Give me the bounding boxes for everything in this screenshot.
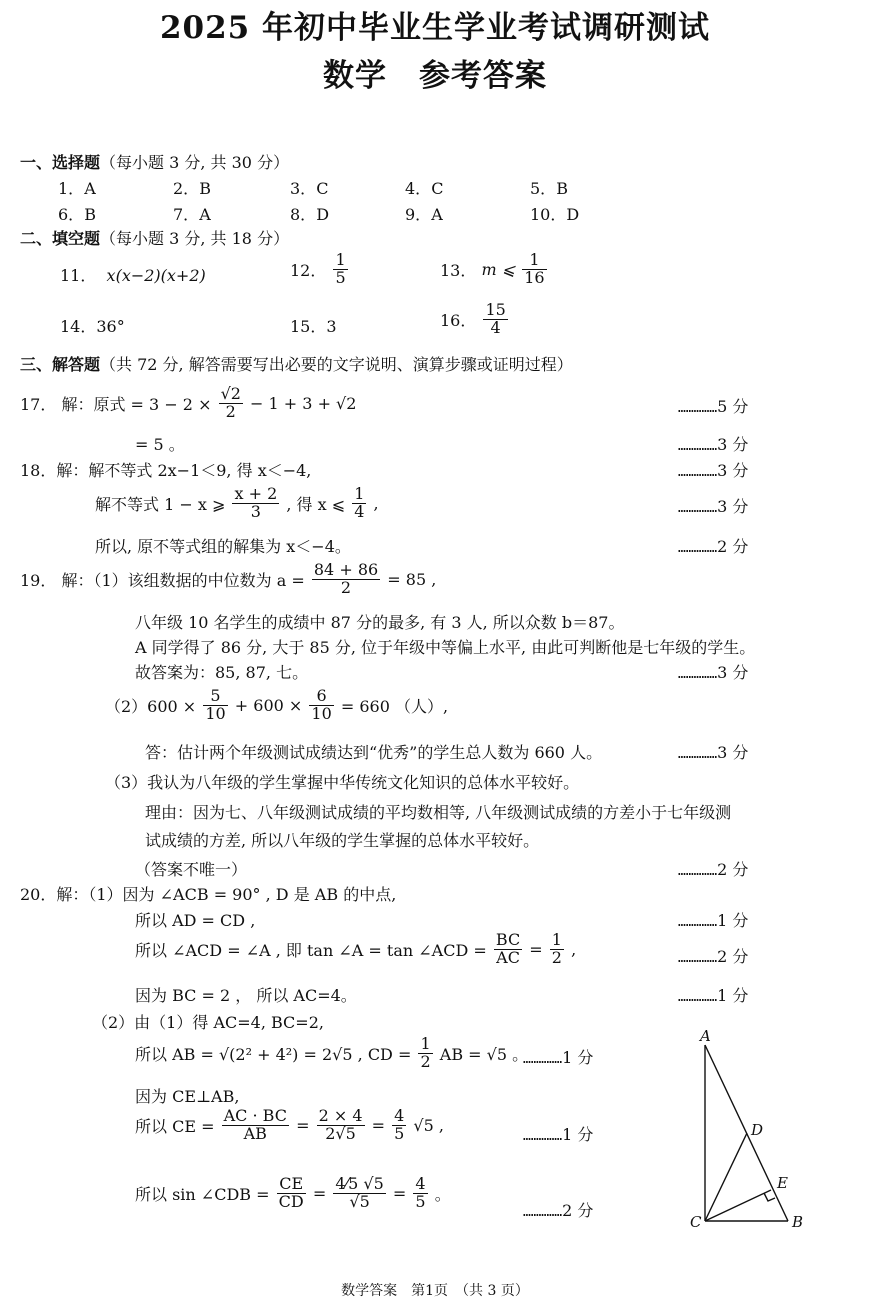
label-c: C — [690, 1213, 702, 1231]
q20-part2: （2）由（1）得 AC=4, BC=2, — [92, 1013, 324, 1032]
choice-answer: 6．B — [58, 205, 96, 224]
q20-part2-line2: 因为 CE⊥AB, — [135, 1087, 240, 1106]
score-q20-6: ……………2 分 — [523, 1201, 594, 1220]
q18-line3: 所以, 原不等式组的解集为 x＜−4。 — [95, 537, 351, 556]
segment-cd — [705, 1133, 747, 1221]
section-note: （每小题 3 分, 共 30 分） — [100, 153, 290, 172]
fill-q12: 12． $\frac{1}{5}$ — [290, 250, 346, 287]
triangle-figure — [680, 1025, 820, 1240]
fill-q11: 11． x(x−2)(x+2) — [60, 266, 206, 285]
page-footer: 数学答案 第1页 （共 3 页） — [341, 1283, 529, 1299]
fill-q14: 14．36° — [60, 317, 125, 336]
label-b: B — [792, 1213, 804, 1231]
q17-line1: 17． 解：原式 = 3 − 2 × $\frac{√2}{2}$ − 1 + 3 + √2 — [20, 384, 357, 421]
segment-ce — [705, 1190, 771, 1221]
choice-answer: 5．B — [530, 179, 568, 198]
section-label: 三、解答题 — [20, 355, 101, 374]
fill-q13: 13． m ⩽ $\frac{1}{16}$ — [440, 250, 545, 287]
label-a: A — [700, 1027, 711, 1045]
section-choice-heading — [20, 150, 289, 173]
choice-answer: 2．B — [173, 179, 211, 198]
choice-answer: 10．D — [530, 205, 580, 224]
page-subtitle: 数学 参考答案 — [323, 58, 547, 94]
label-d: D — [751, 1121, 764, 1139]
score-q20-1: ……………1 分 — [678, 911, 749, 930]
q19-part3-reason1: 理由：因为七、八年级测试成绩的平均数相等, 八年级测试成绩的方差小于七年级测 — [145, 803, 732, 822]
section-fill-heading — [20, 226, 289, 249]
score-q19-3: ……………2 分 — [678, 860, 749, 879]
choice-answer: 3．C — [290, 179, 329, 198]
q18-line2: 解不等式 1 − x ⩾ $\frac{x + 2}{3}$ , 得 x ⩽ $\frac{1}{4}$ , — [95, 484, 379, 521]
q19-line3: A 同学得了 86 分, 大于 85 分, 位于年级中等偏上水平, 由此可判断他是七年级的学生。 — [135, 638, 756, 657]
right-angle-mark — [764, 1193, 775, 1201]
q20-line2: 所以 AD = CD , — [135, 911, 256, 930]
score-q18-3: ……………2 分 — [678, 537, 749, 556]
q20-part2-line4: 所以 sin ∠CDB = $\frac{CE}{CD}$ = $\frac{4⁄5 √5}{√5}$ = $\frac{4}{5}$ 。 — [135, 1174, 451, 1211]
section-label: 二、填空题 — [20, 229, 101, 248]
score-q20-4: ……………1 分 — [523, 1048, 594, 1067]
score-q19-1: ……………3 分 — [678, 663, 749, 682]
choice-answer: 9．A — [405, 205, 443, 224]
section-note: （每小题 3 分, 共 18 分） — [100, 229, 290, 248]
q20-line4: 因为 BC = 2 ， 所以 AC=4。 — [135, 986, 357, 1005]
label-e: E — [777, 1174, 788, 1192]
fill-q15: 15．3 — [290, 317, 337, 336]
q19-line1: 19． 解：（1）该组数据的中位数为 a = $\frac{84 + 86}{2}$ = 85 , — [20, 560, 437, 597]
section-note: （共 72 分, 解答需要写出必要的文字说明、演算步骤或证明过程） — [100, 355, 573, 374]
q19-part3-reason2: 试成绩的方差, 所以八年级的学生掌握的总体水平较好。 — [145, 831, 540, 850]
q20-line1: 20．解：（1）因为 ∠ACB = 90° , D 是 AB 的中点, — [20, 885, 397, 904]
score-q20-2: ……………2 分 — [678, 947, 749, 966]
q20-part2-line3: 所以 CE = $\frac{AC \cdot BC}{AB}$ = $\frac{2 \times 4}{2√5}$ = $\frac{4}{5}$ √5 , — [135, 1106, 444, 1143]
q19-part3-note: （答案不唯一） — [135, 860, 248, 879]
section-label: 一、选择题 — [20, 153, 101, 172]
choice-answer: 4．C — [405, 179, 444, 198]
score-q18-1: ……………3 分 — [678, 461, 749, 480]
score-q18-2: ……………3 分 — [678, 497, 749, 516]
choice-answer: 1．A — [58, 179, 96, 198]
choice-answer: 7．A — [173, 205, 211, 224]
q19-line2: 八年级 10 名学生的成绩中 87 分的最多, 有 3 人, 所以众数 b＝87。 — [135, 613, 625, 632]
section-solution-heading — [20, 352, 573, 375]
score-q17-1: ……………5 分 — [678, 397, 749, 416]
score-q20-5: ……………1 分 — [523, 1125, 594, 1144]
q20-line3: 所以 ∠ACD = ∠A , 即 tan ∠A = tan ∠ACD = $\frac{BC}{AC}$ = $\frac{1}{2}$ , — [135, 930, 577, 967]
q18-line1: 18．解：解不等式 2x−1＜9, 得 x＜−4, — [20, 461, 312, 480]
score-q20-3: ……………1 分 — [678, 986, 749, 1005]
score-q19-2: ……………3 分 — [678, 743, 749, 762]
choice-answer: 8．D — [290, 205, 330, 224]
q19-line4: 故答案为：85, 87, 七。 — [135, 663, 309, 682]
q19-part2: （2）600 × $\frac{5}{10}$ + 600 × $\frac{6}{10}$ = 660 （人）, — [105, 686, 449, 723]
fill-q16: 16． $\frac{15}{4}$ — [440, 300, 506, 337]
q19-part3: （3）我认为八年级的学生掌握中华传统文化知识的总体水平较好。 — [105, 773, 580, 792]
q19-part2-answer: 答：估计两个年级测试成绩达到“优秀”的学生总人数为 660 人。 — [145, 743, 603, 762]
page-title: 2025 年初中毕业生学业考试调研测试 — [159, 10, 711, 46]
q17-line2: = 5 。 — [135, 435, 185, 454]
score-q17-2: ……………3 分 — [678, 435, 749, 454]
q20-part2-line1: 所以 AB = √(2² + 4²) = 2√5 , CD = $\frac{1}{2}$ AB = √5 。 — [135, 1034, 529, 1071]
